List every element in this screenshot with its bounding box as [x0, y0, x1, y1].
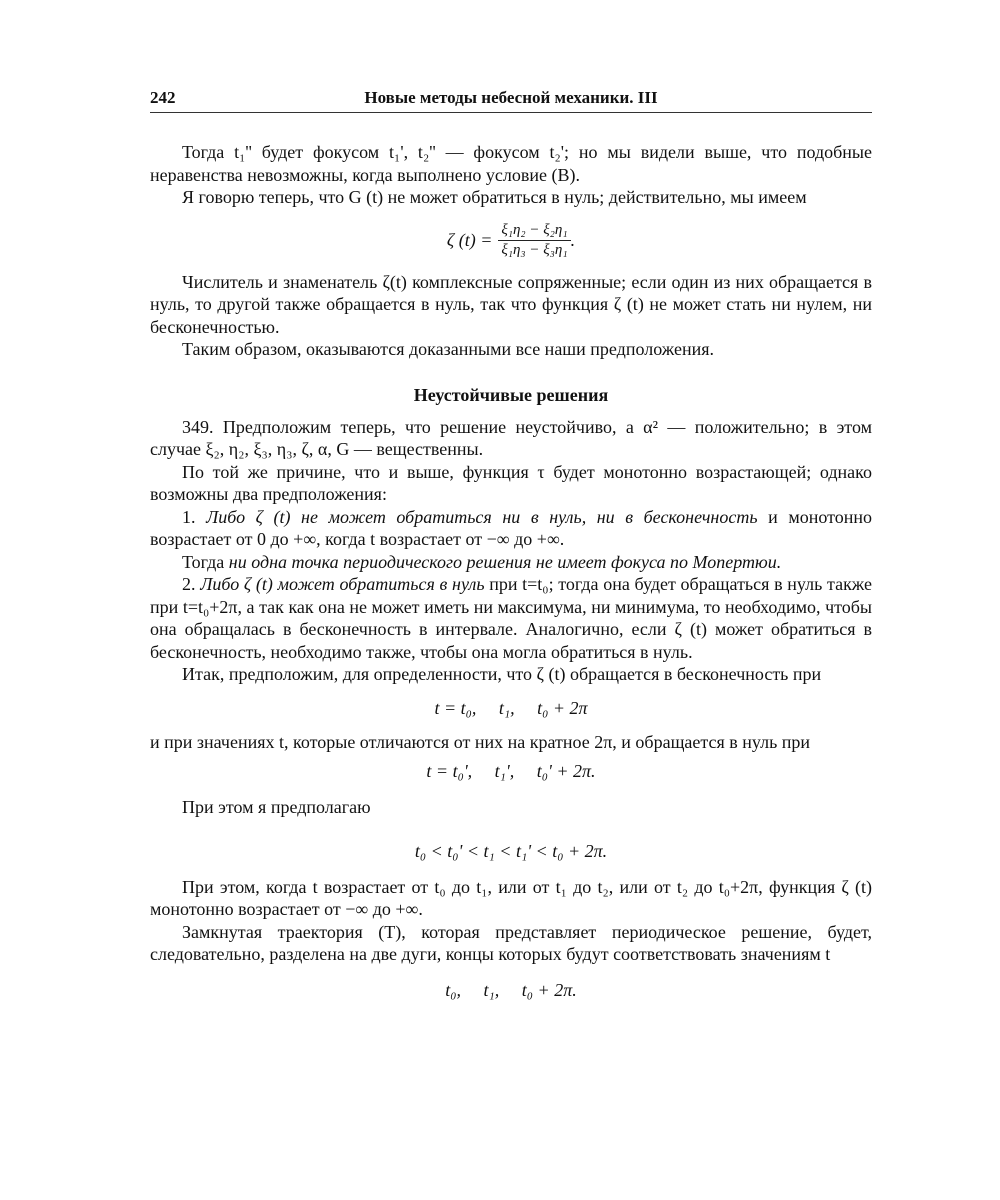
paragraph-numerator-denominator: Числитель и знаменатель ζ(t) комплексные сопряженные; если один из них обращается в нуль, то другой также обращается в нуль, так что функция ζ (t) не может стать ни нулем, ни бесконечностью. — [150, 271, 872, 337]
paragraph-monotonic: По той же причине, что и выше, функция τ будет монотонно возрастающей; однако возможны два предположения: — [150, 461, 872, 504]
paragraph-increasing: При этом, когда t возрастает от t₀ до t₁, или от t₁ до t₂, или от t₂ до t₀+2π, функция ζ (t) монотонно возрастает от −∞ до +∞. — [150, 876, 872, 919]
formula-infinity-points: t = t₀, t₁, t₀ + 2π — [434, 697, 588, 718]
formula-zeta-end: . — [570, 230, 576, 250]
section-title: Неустойчивые решения — [413, 384, 609, 405]
paragraph-no-focus — [150, 551, 872, 574]
paragraph-case-2 — [150, 573, 872, 663]
formula-zeta — [150, 219, 872, 263]
paragraph-349: 349. Предположим теперь, что решение неустойчиво, а α² — положительно; в этом случае ξ₂, η₂, ξ₃, η₃, ζ, α, G — вещественны. — [150, 416, 872, 459]
paragraph-suppose: При этом я предполагаю — [182, 797, 371, 817]
case-2-number: 2. — [182, 574, 201, 594]
no-focus-italic: ни одна точка периодического решения не имеет фокуса по Мопертюи. — [228, 551, 782, 572]
paragraph-g-not-zero: Я говорю теперь, что G (t) не может обратиться в нуль; действительно, мы имеем — [182, 187, 807, 207]
paragraph-closed-trajectory: Замкнутая траектория (T), которая представляет периодическое решение, будет, следовательно, разделена на две дуги, концы которых будут соответствовать значениям t — [150, 921, 872, 964]
formula-zeta-denominator: ξ₁η₃ − ξ₃η₁ — [501, 242, 568, 258]
formula-zero-points: t = t₀', t₁', t₀' + 2π. — [426, 761, 596, 781]
running-title: Новые методы небесной механики. III — [364, 88, 658, 107]
book-page — [150, 84, 872, 1164]
case-1-italic: Либо ζ (t) не может обратиться ни в нуль, ни в бесконечность — [206, 506, 758, 527]
case-1-number: 1. — [182, 506, 207, 527]
page-number: 242 — [150, 88, 176, 107]
paragraph-focus: Тогда t₁'' будет фокусом t₁', t₂'' — фокусом t₂'; но мы видели выше, что подобные неравенства невозможны, когда выполнено условие (B). — [150, 142, 872, 185]
formula-ordering: t₀ < t₀' < t₁ < t₁' < t₀ + 2π. — [414, 840, 608, 861]
no-focus-lead: Тогда — [182, 551, 229, 572]
paragraph-case-1 — [150, 506, 872, 551]
formula-arc-ends: t₀, t₁, t₀ + 2π. — [445, 979, 577, 1000]
formula-zeta-numerator: ξ₁η₂ − ξ₂η₁ — [498, 222, 570, 241]
case-2-rest: при t=t₀; тогда она будет обращаться в нуль также при t=t₀+2π, а так как она не может иметь ни максимума, ни минимума, то необходимо, чтобы она обращалась в бесконечность в интервале. Аналогично, если ζ (t) может обратиться в бесконечность, необходимо также, чтобы она могла обратиться в нуль. — [150, 574, 872, 662]
case-2-italic: Либо ζ (t) может обратиться в нуль — [200, 574, 485, 594]
running-header — [150, 84, 872, 114]
paragraph-conclusion: Таким образом, оказываются доказанными все наши предположения. — [182, 339, 715, 359]
header-rule — [150, 112, 872, 113]
formula-zeta-fraction — [498, 222, 570, 259]
case-1-rest: и монотонно возрастает от 0 до +∞, когда t возрастает от −∞ до +∞. — [150, 506, 872, 549]
paragraph-values-t: и при значениях t, которые отличаются от них на кратное 2π, и обращается в нуль при — [150, 731, 811, 752]
paragraph-assume-infinity: Итак, предположим, для определенности, что ζ (t) обращается в бесконечность при — [182, 664, 822, 684]
formula-zeta-lhs: ζ (t) = — [446, 230, 493, 250]
